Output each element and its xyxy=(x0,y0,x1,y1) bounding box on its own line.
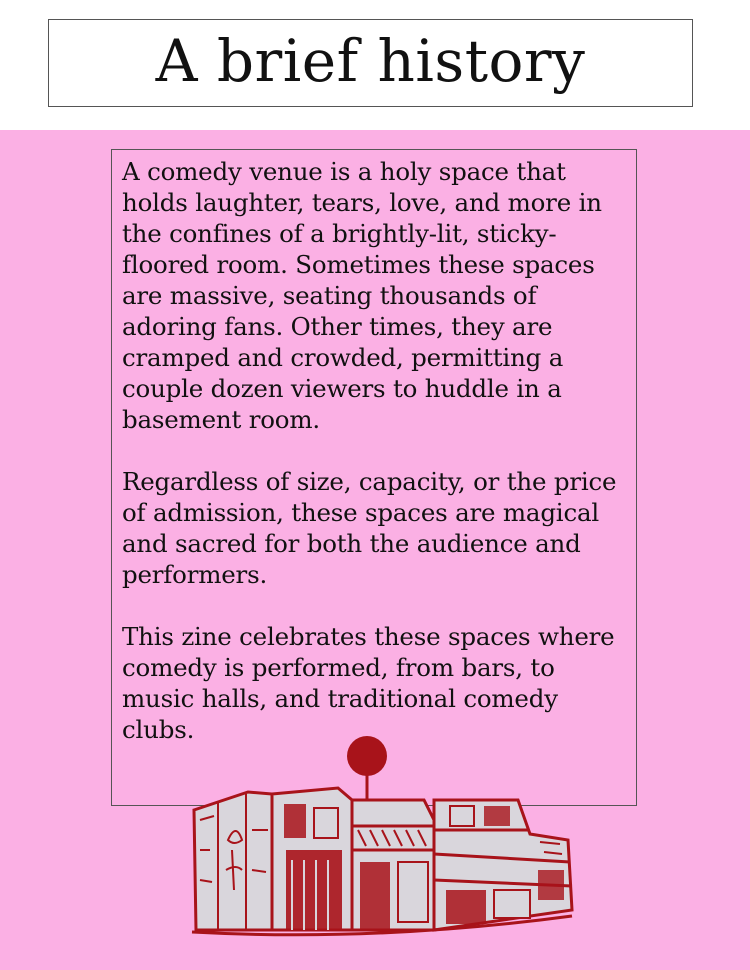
building-right-wing xyxy=(434,800,572,930)
paragraph-magic: Regardless of size, capacity, or the price of admission, these spaces are magical and sacred for both the audience and performers. xyxy=(122,467,617,589)
title-box xyxy=(48,19,693,107)
building-middle-block xyxy=(272,788,352,930)
round-sign-icon xyxy=(347,736,387,776)
building-left-tower xyxy=(194,792,272,930)
building-center-frontage xyxy=(352,800,434,930)
page-title: A brief history xyxy=(155,27,586,95)
comedy-club-illustration xyxy=(188,730,574,940)
paragraph-celebration: This zine celebrates these spaces where comedy is performed, from bars, to music halls, and traditional comedy clubs. xyxy=(122,622,615,744)
text-box xyxy=(111,149,637,806)
paragraph-intro: A comedy venue is a holy space that holds laughter, tears, love, and more in the confines of a brightly-lit, sticky-floored room. Sometimes these spaces are massive, seating thousands of adoring fans. Other times, they are cramped and crowded, permitting a couple dozen viewers to huddle in a basement room. xyxy=(122,157,602,434)
